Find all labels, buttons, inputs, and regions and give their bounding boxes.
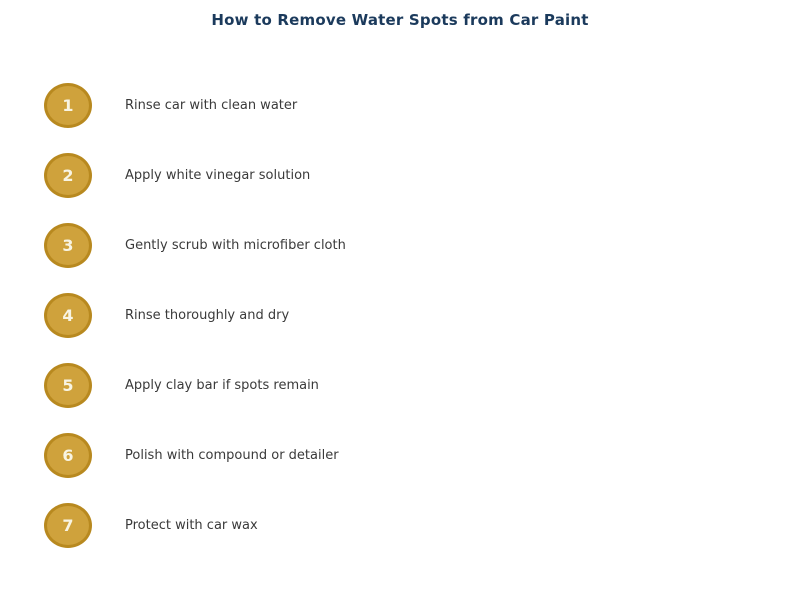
step-row-7 <box>0 490 800 560</box>
step-row-5 <box>0 350 800 420</box>
step-row-3 <box>0 210 800 280</box>
step-number-badge: 6 <box>44 433 92 478</box>
step-number-badge: 5 <box>44 363 92 408</box>
step-row-6 <box>0 420 800 490</box>
step-label: Apply white vinegar solution <box>125 167 311 183</box>
steps-list <box>0 70 800 560</box>
step-number-badge: 7 <box>44 503 92 548</box>
step-label: Rinse car with clean water <box>125 97 298 113</box>
step-label: Protect with car wax <box>125 517 258 533</box>
step-number-badge: 3 <box>44 223 92 268</box>
step-label: Gently scrub with microfiber cloth <box>125 237 346 253</box>
step-number-badge: 1 <box>44 83 92 128</box>
step-row-2 <box>0 140 800 210</box>
step-number-badge: 2 <box>44 153 92 198</box>
step-row-4 <box>0 280 800 350</box>
step-label: Apply clay bar if spots remain <box>125 377 319 393</box>
step-label: Polish with compound or detailer <box>125 447 339 463</box>
step-row-1 <box>0 70 800 140</box>
page-title: How to Remove Water Spots from Car Paint <box>211 11 589 29</box>
step-label: Rinse thoroughly and dry <box>125 307 290 323</box>
step-number-badge: 4 <box>44 293 92 338</box>
